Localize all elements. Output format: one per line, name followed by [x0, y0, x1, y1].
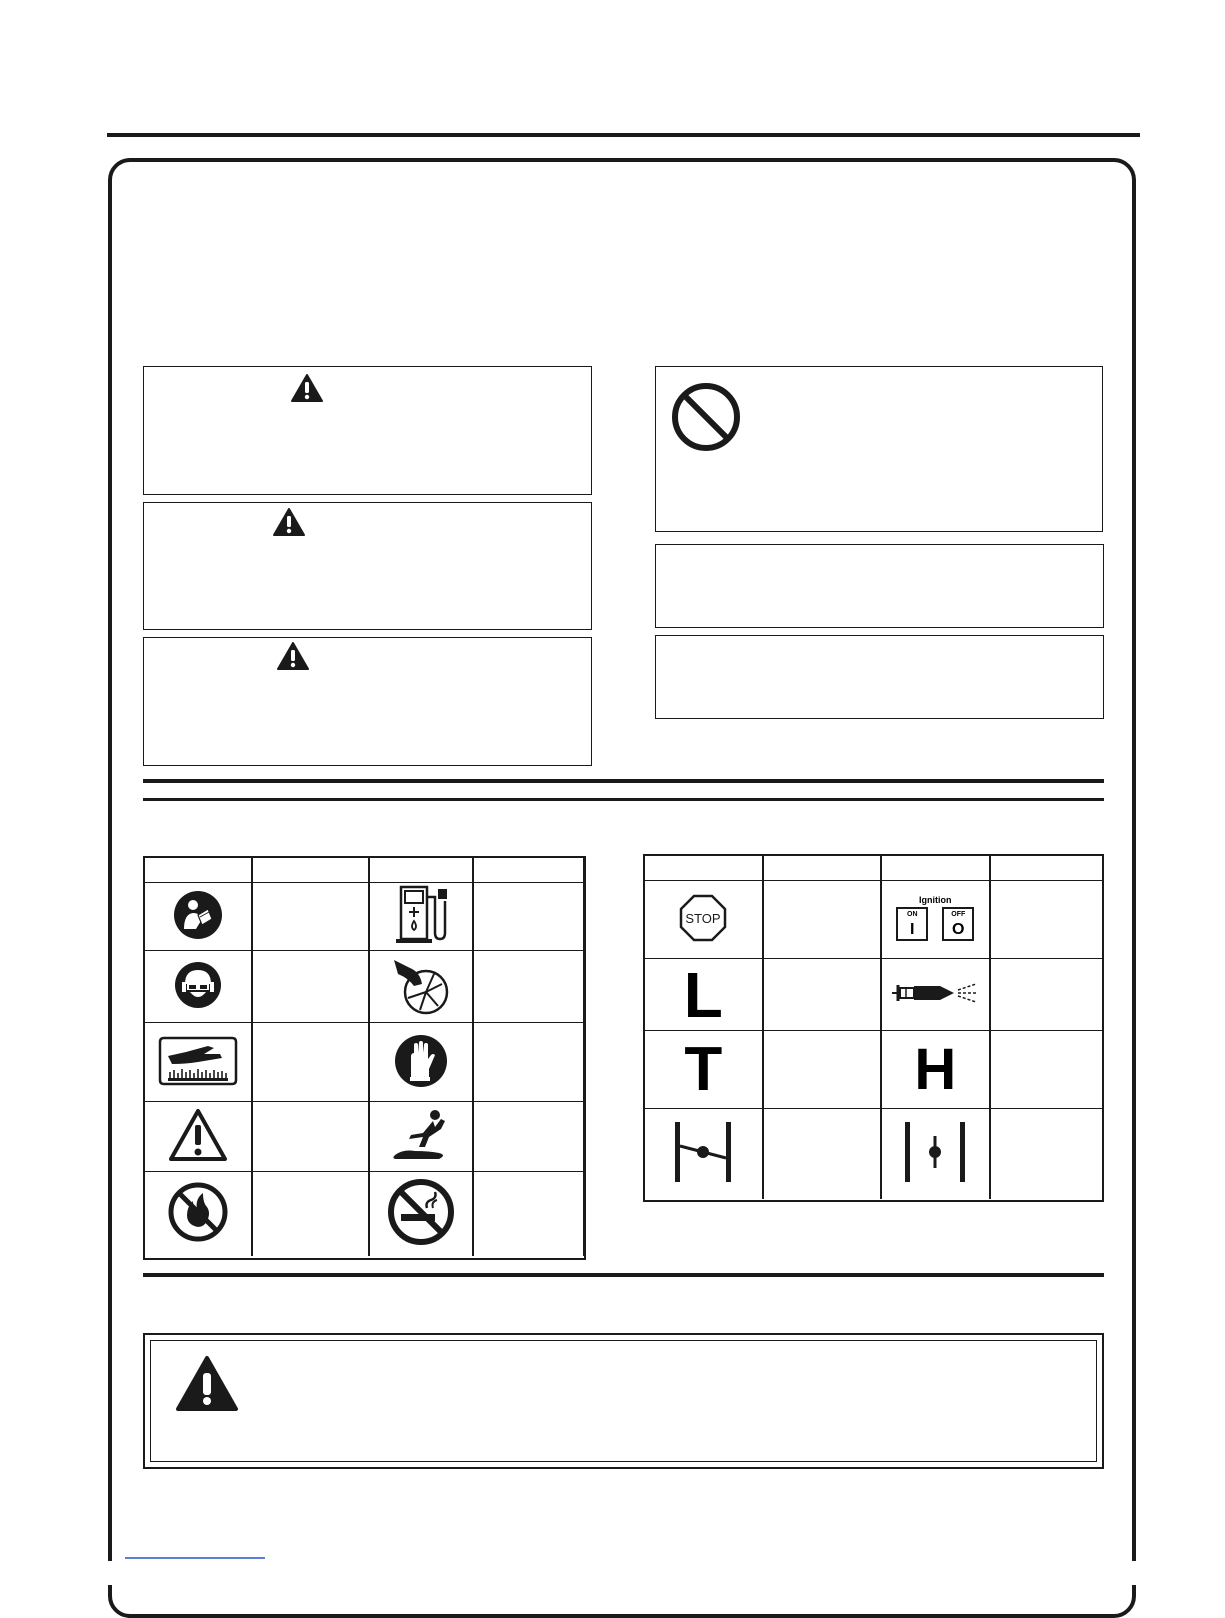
header-cell [644, 855, 763, 881]
description-cell [473, 1102, 584, 1172]
symbol-cell [644, 959, 763, 1031]
no-smoking-icon [387, 1178, 455, 1246]
symbol-cell [644, 881, 763, 959]
symbol-cell [144, 883, 252, 951]
bottom-warning-inner [150, 1340, 1097, 1462]
symbol-cell [144, 1023, 252, 1102]
stop-sign-icon [679, 894, 727, 942]
header-cell [144, 857, 252, 883]
description-cell [990, 1109, 1103, 1199]
prohibition-box [655, 366, 1103, 532]
choke-closed-icon [671, 1120, 735, 1184]
note-box-note [655, 635, 1104, 719]
stop-sign-text: STOP [685, 911, 721, 926]
no-open-flame-icon [167, 1181, 229, 1243]
table-row [144, 1102, 584, 1172]
symbol-cell [644, 1109, 763, 1199]
header-cell [473, 857, 584, 883]
signal-box-caution [143, 637, 592, 766]
top-rule [107, 133, 1140, 137]
warning-triangle-icon [276, 641, 310, 671]
table-header-row [644, 855, 1103, 881]
symbol-cell [144, 951, 252, 1023]
header-cell [990, 855, 1103, 881]
section-rule-upper [143, 779, 1104, 783]
table-row [144, 951, 584, 1023]
hand-fan-entanglement-icon [390, 954, 452, 1016]
note-box-important [655, 544, 1104, 628]
symbol-cell [369, 1102, 473, 1172]
page-bottom-strip [0, 1561, 1225, 1585]
caution-triangle-icon [167, 1107, 229, 1163]
gloves-icon [393, 1033, 449, 1089]
ignition-off-symbol: O [952, 921, 965, 938]
symbol-cell [644, 1031, 763, 1109]
description-cell [763, 959, 881, 1031]
section-rule-lower [143, 798, 1104, 801]
header-cell [252, 857, 369, 883]
description-cell [473, 1023, 584, 1102]
bottom-link-underline [125, 1557, 265, 1559]
symbol-cell [369, 951, 473, 1023]
description-cell [473, 883, 584, 951]
read-manual-icon [172, 889, 224, 941]
warning-triangle-icon [175, 1355, 239, 1413]
symbol-cell [881, 1109, 990, 1199]
description-cell [990, 959, 1103, 1031]
header-cell [763, 855, 881, 881]
helmet-goggles-ear-protection-icon [173, 960, 223, 1010]
prohibition-icon [670, 381, 742, 453]
letter-T-icon: T [684, 1034, 723, 1104]
ignition-on-switch [896, 907, 928, 941]
bottom-warning-box [143, 1333, 1104, 1469]
symbol-cell [144, 1102, 252, 1172]
description-cell [990, 881, 1103, 959]
table-row [144, 1172, 584, 1256]
letter-H-icon: H [914, 1036, 957, 1102]
ignition-on-label: ON [907, 911, 918, 918]
ignition-title: Ignition [919, 895, 952, 905]
symbol-cell [369, 1023, 473, 1102]
warning-triangle-icon [290, 373, 324, 403]
choke-open-icon [899, 1120, 971, 1184]
table-row [644, 959, 1103, 1031]
symbols-table-right [643, 854, 1104, 1199]
table-row [144, 883, 584, 951]
description-cell [252, 951, 369, 1023]
table-header-row [144, 857, 584, 883]
description-cell [252, 883, 369, 951]
symbol-cell [881, 959, 990, 1031]
signal-box-danger [143, 366, 592, 495]
ignition-switch-icon [896, 895, 974, 941]
signal-box-warning [143, 502, 592, 630]
symbol-cell [144, 1172, 252, 1256]
ignition-on-symbol: I [910, 921, 915, 938]
description-cell [763, 1031, 881, 1109]
description-cell [763, 881, 881, 959]
ignition-off-switch [942, 907, 974, 941]
hot-surface-hand-icon [158, 1034, 238, 1088]
ignition-off-label: OFF [951, 911, 966, 918]
description-cell [763, 1109, 881, 1199]
slip-fall-icon [389, 1107, 453, 1163]
description-cell [252, 1102, 369, 1172]
description-cell [473, 1172, 584, 1256]
symbol-cell [369, 1172, 473, 1256]
description-cell [990, 1031, 1103, 1109]
grease-gun-icon [890, 980, 980, 1006]
symbol-cell [881, 1031, 990, 1109]
description-cell [252, 1172, 369, 1256]
table-row [644, 881, 1103, 959]
description-cell [473, 951, 584, 1023]
fuel-pump-icon [393, 883, 449, 947]
warning-triangle-icon [272, 507, 306, 537]
table-row [644, 1031, 1103, 1109]
header-cell [369, 857, 473, 883]
letter-L-icon: L [683, 958, 723, 1031]
symbol-cell [881, 881, 990, 959]
section-rule-bottom [143, 1273, 1104, 1277]
symbol-cell [369, 883, 473, 951]
table-row [644, 1109, 1103, 1199]
header-cell [881, 855, 990, 881]
symbols-table-left [143, 856, 585, 1256]
description-cell [252, 1023, 369, 1102]
table-row [144, 1023, 584, 1102]
